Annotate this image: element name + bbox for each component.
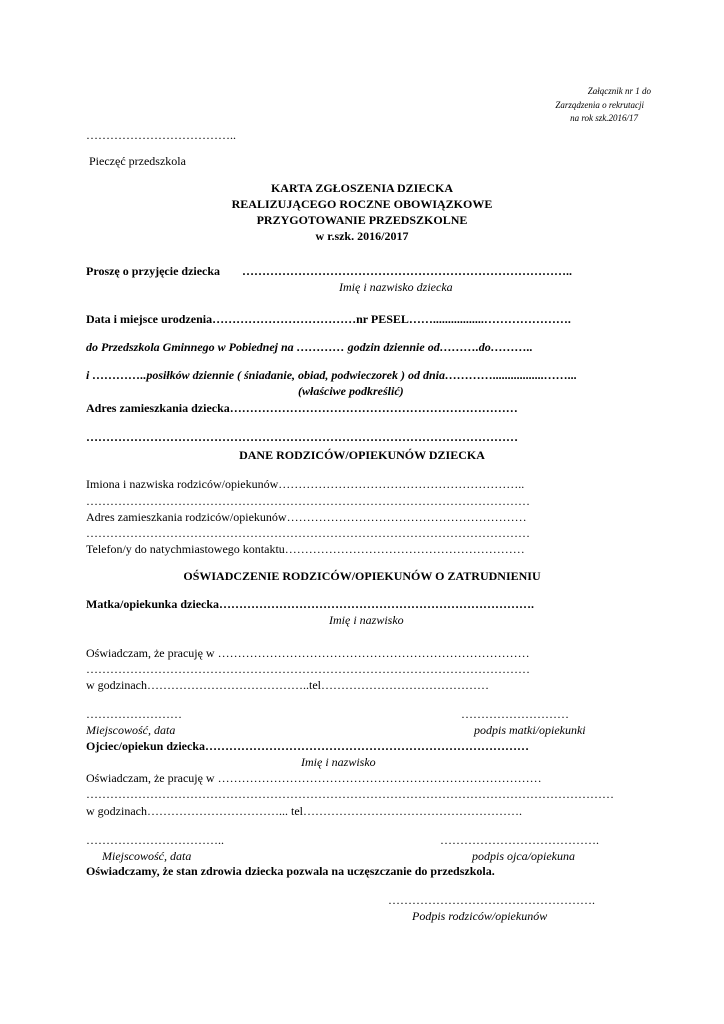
father-hours-line[interactable]: w godzinach……………………………... tel………………………………………………. [86, 804, 522, 818]
father-work-line[interactable]: Oświadczam, że pracuję w ……………………………………………………………………… [86, 771, 542, 785]
admit-child-name-field[interactable]: ……………………………………………………………………….. [242, 264, 572, 278]
mother-place-date-field[interactable]: …………………… [86, 707, 182, 721]
father-name-caption: Imię i nazwisko [301, 755, 376, 769]
father-place-date-field[interactable]: …………………………….. [86, 833, 224, 847]
child-name-caption: Imię i nazwisko dziecka [339, 280, 453, 294]
stamp-label: Pieczęć przedszkola [89, 154, 186, 168]
mother-work-line2[interactable]: ………………………………………………………………………………………………… [86, 662, 530, 676]
birth-pesel-line[interactable]: Data i miejsce urodzenia………………………………nr PESEL…….................…………………. [86, 312, 571, 326]
employment-heading: OŚWIADCZENIE RODZICÓW/OPIEKUNÓW O ZATRUDNIENIU [183, 569, 541, 583]
health-statement: Oświadczamy, że stan zdrowia dziecka pozwala na uczęszczanie do przedszkola. [86, 864, 495, 878]
parents-signature-field[interactable]: ……………………………………………. [388, 893, 595, 907]
father-name-line[interactable]: Ojciec/opiekun dziecka……………………………………………………………………… [86, 739, 529, 753]
mother-signature-caption: podpis matki/opiekunki [474, 723, 586, 737]
parents-address-line2[interactable]: ………………………………………………………………………………………………… [86, 526, 530, 540]
preschool-hours-line[interactable]: do Przedszkola Gminnego w Pobiednej na ………… godzin dziennie od……….do……….. [86, 340, 533, 354]
attachment-note-line3: na rok szk.2016/17 [570, 113, 638, 123]
admit-label: Proszę o przyjęcie dziecka [86, 264, 221, 278]
child-address-line2[interactable]: ……………………………………………………………………………………………… [86, 430, 518, 444]
parents-names-line2[interactable]: ………………………………………………………………………………………………… [86, 494, 530, 508]
mother-place-date-caption: Miejscowość, data [86, 723, 176, 737]
meals-line[interactable]: i …………..posiłków dziennie ( śniadanie, obiad, podwieczorek ) od dnia………….................……... [86, 368, 578, 382]
title-line1: KARTA ZGŁOSZENIA DZIECKA [270, 181, 454, 195]
title-line2: REALIZUJĄCEGO ROCZNE OBOWIĄZKOWE [231, 197, 493, 211]
father-work-line2[interactable]: …………………………………………………………………………………………………………………… [86, 787, 614, 801]
parents-heading: DANE RODZICÓW/OPIEKUNÓW DZIECKA [239, 448, 485, 462]
father-place-date-caption: Miejscowość, data [102, 849, 192, 863]
mother-hours-line[interactable]: w godzinach…………………………………..tel…………………………………… [86, 678, 489, 692]
mother-signature-field[interactable]: ……………………… [461, 707, 569, 721]
child-address-line[interactable]: Adres zamieszkania dziecka……………………………………………………………… [86, 401, 518, 415]
parents-phone-line[interactable]: Telefon/y do natychmiastowego kontaktu…………………………………………………… [86, 542, 525, 556]
mother-name-line[interactable]: Matka/opiekunka dziecka……………………………………………………………………. [86, 597, 535, 611]
father-signature-caption: podpis ojca/opiekuna [472, 849, 575, 863]
meals-underline-note: (właściwe podkreślić) [298, 384, 404, 398]
attachment-note-line2: Zarządzenia o rekrutacji [555, 100, 644, 110]
attachment-note-line1: Załącznik nr 1 do [587, 86, 651, 96]
parents-names-line[interactable]: Imiona i nazwiska rodziców/opiekunów…………………………………………………….. [86, 477, 525, 491]
stamp-dots: ……………………………….. [86, 128, 236, 142]
parents-address-line[interactable]: Adres zamieszkania rodziców/opiekunów…………………………………………………… [86, 510, 527, 524]
title-line3: PRZYGOTOWANIE PRZEDSZKOLNE [256, 213, 468, 227]
parents-signature-caption: Podpis rodziców/opiekunów [412, 909, 548, 923]
father-signature-field[interactable]: …………………………………. [440, 833, 599, 847]
mother-name-caption: Imię i nazwisko [329, 613, 404, 627]
mother-work-line[interactable]: Oświadczam, że pracuję w …………………………………………………………………… [86, 646, 530, 660]
title-line4: w r.szk. 2016/2017 [315, 229, 409, 243]
